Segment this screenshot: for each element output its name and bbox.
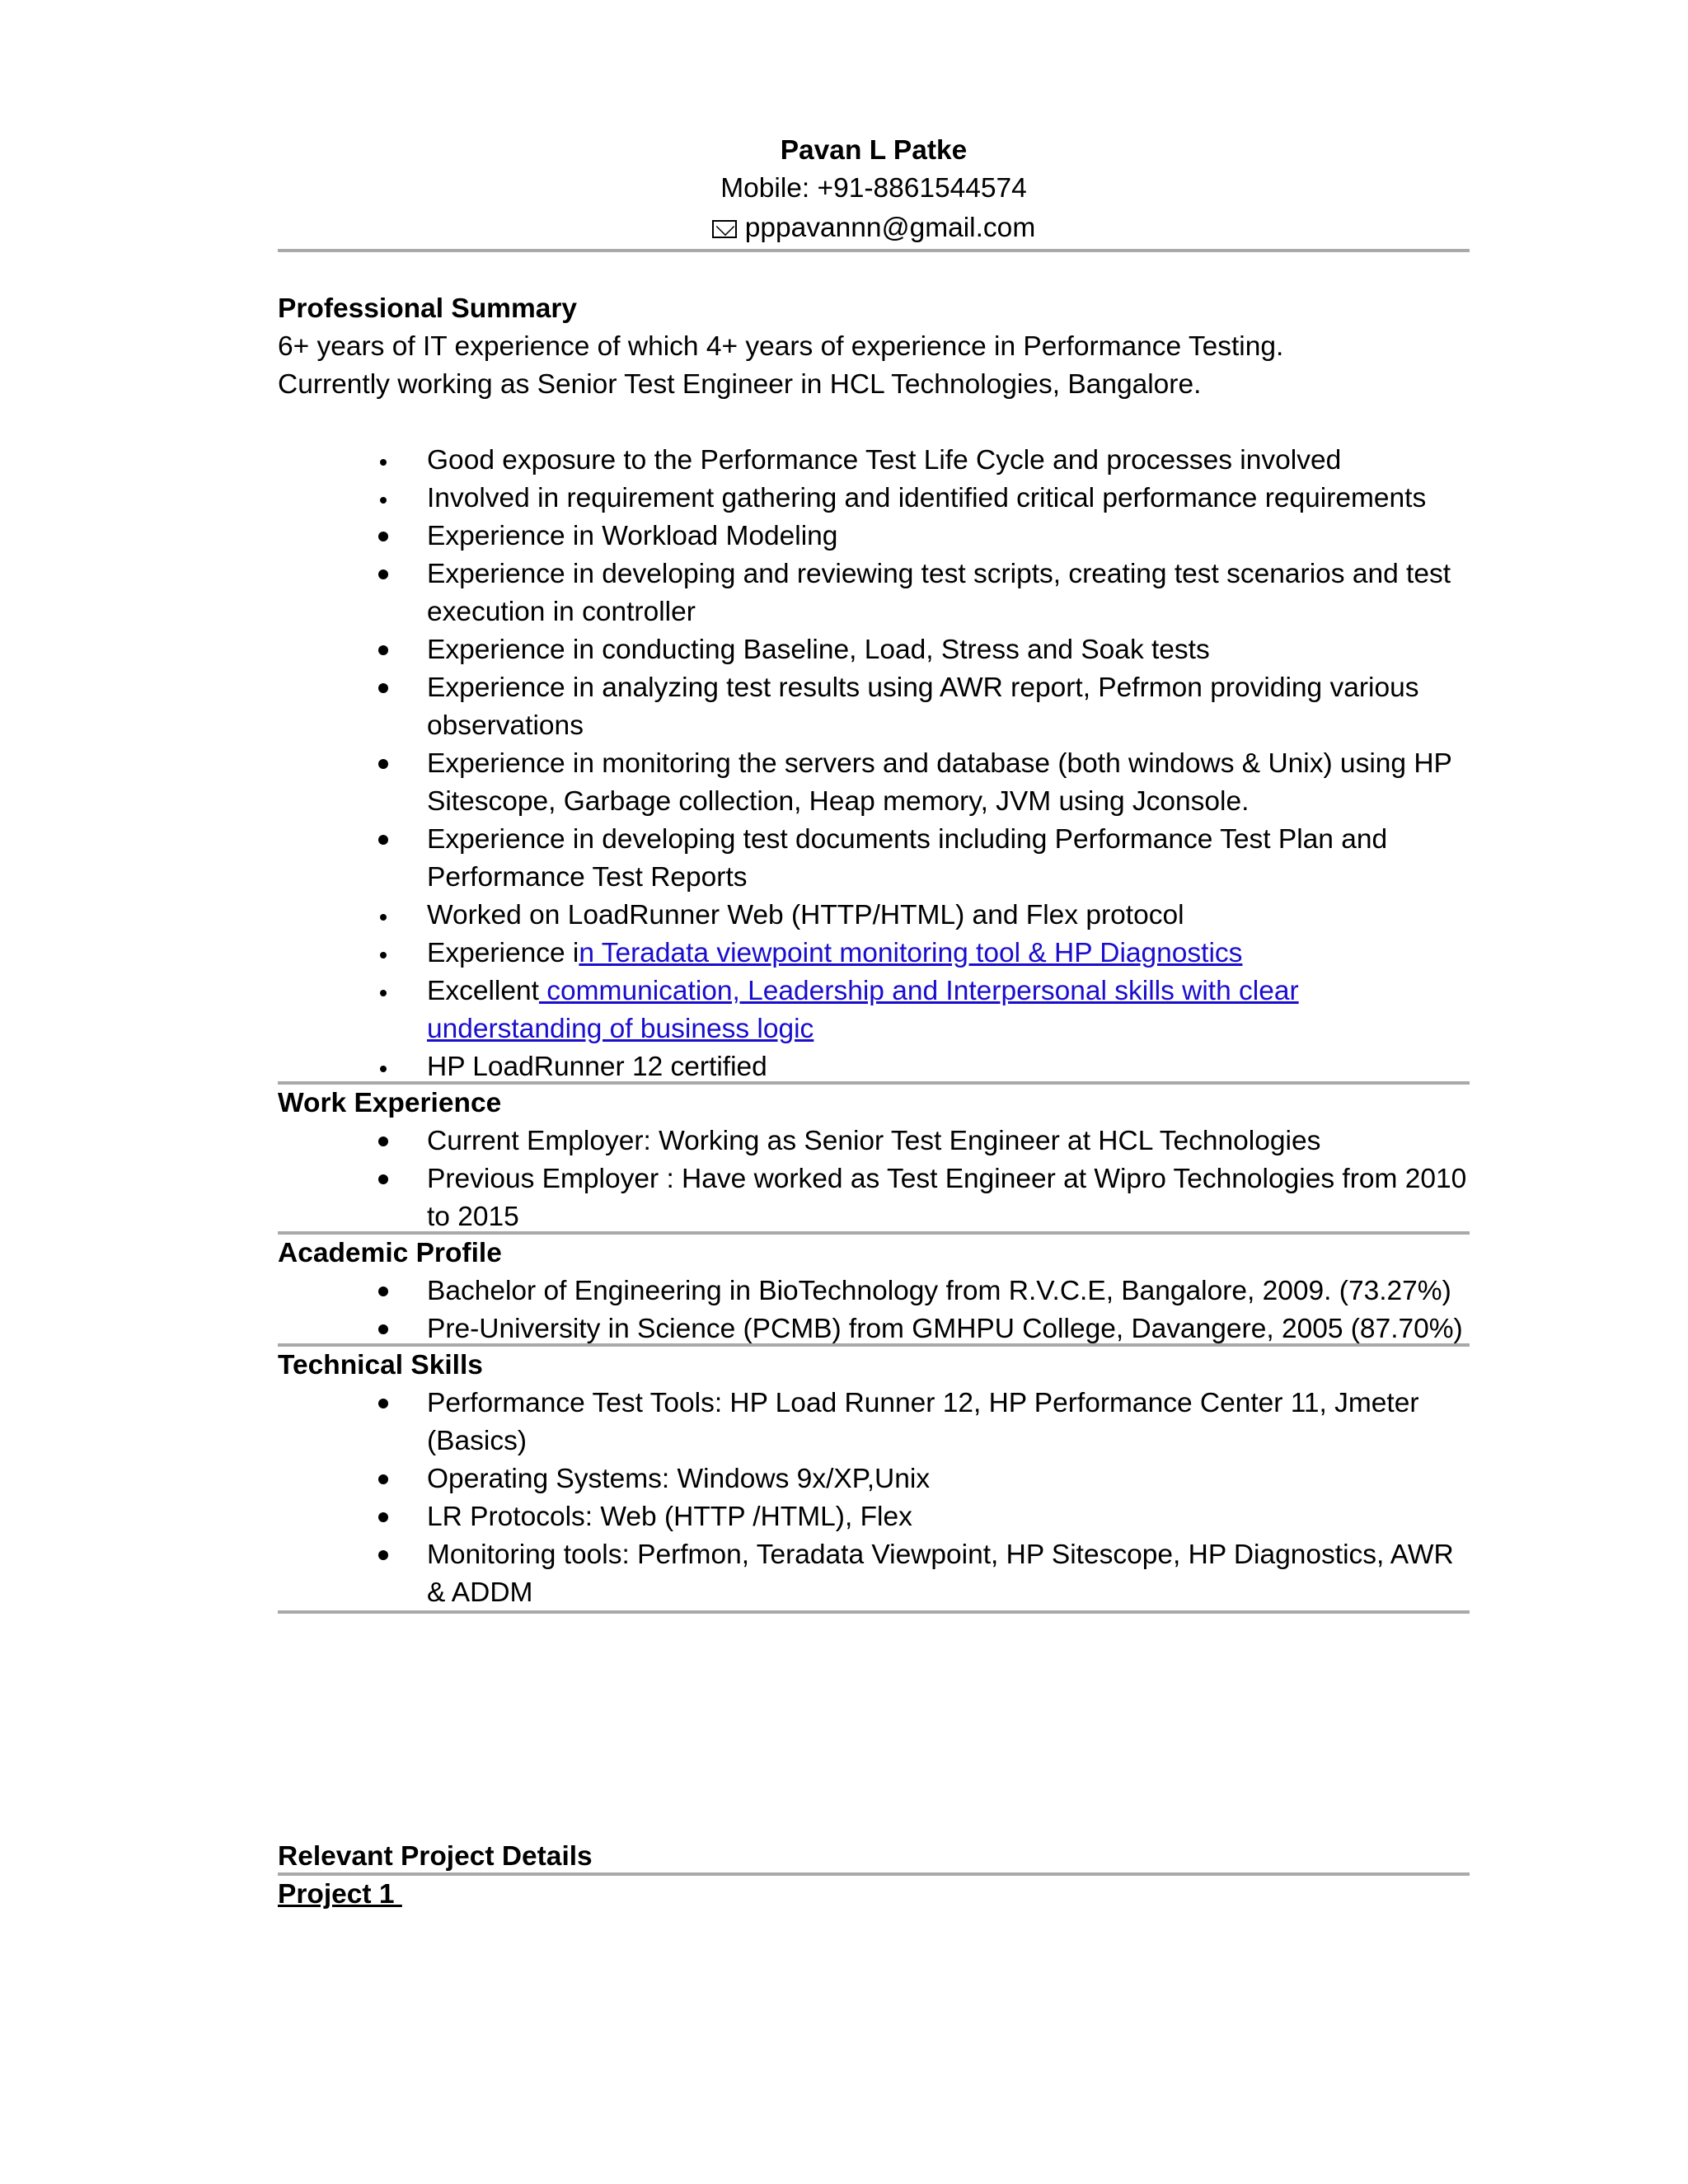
technical-skills-title: Technical Skills [278, 1350, 483, 1380]
academic-profile-title: Academic Profile [278, 1238, 502, 1268]
communication-skills-link[interactable]: communication, Leadership and Interpersonal skills with clear understanding of business logic [427, 976, 1299, 1044]
list-item: Experience in Teradata viewpoint monitoring tool & HP Diagnostics [278, 935, 1470, 972]
bullet-icon [378, 1324, 388, 1334]
bullet-icon [378, 1512, 388, 1522]
list-item: Current Employer: Working as Senior Test Engineer at HCL Technologies [278, 1122, 1470, 1160]
bullet-icon [380, 990, 387, 996]
list-item: Excellent communication, Leadership and Interpersonal skills with clear understanding of business logic [278, 972, 1470, 1048]
bullet-icon [378, 532, 388, 541]
list-item: Performance Test Tools: HP Load Runner 12, HP Performance Center 11, Jmeter (Basics) [278, 1385, 1470, 1460]
list-item: Bachelor of Engineering in BioTechnology from R.V.C.E, Bangalore, 2009. (73.27%) [278, 1272, 1470, 1310]
project-1-heading: Project 1 [278, 1879, 402, 1910]
bullet-icon [378, 1399, 388, 1408]
bullet-icon [378, 835, 388, 845]
list-item: Experience in developing and reviewing test scripts, creating test scenarios and test execution in controller [278, 555, 1470, 631]
bullet-icon [378, 1286, 388, 1296]
resume-header [278, 132, 1470, 247]
bullet-icon [380, 497, 387, 504]
skills-bullet-list [278, 1385, 1470, 1612]
bullet-icon [380, 459, 387, 466]
bullet-icon [378, 1137, 388, 1146]
work-bullet-list [278, 1122, 1470, 1236]
list-item: Worked on LoadRunner Web (HTTP/HTML) and Flex protocol [278, 897, 1470, 935]
envelope-icon [712, 220, 737, 238]
bullet-icon [378, 1474, 388, 1484]
list-item: Involved in requirement gathering and identified critical performance requirements [278, 480, 1470, 518]
summary-title: Professional Summary [278, 293, 578, 324]
list-item: Experience in developing test documents including Performance Test Plan and Performance Test Reports [278, 821, 1470, 897]
list-item: LR Protocols: Web (HTTP /HTML), Flex [278, 1498, 1470, 1536]
list-item: Experience in Workload Modeling [278, 518, 1470, 555]
bullet-icon [378, 645, 388, 655]
list-item: Experience in analyzing test results using AWR report, Pefrmon providing various observations [278, 669, 1470, 745]
list-item: Pre-University in Science (PCMB) from GMHPU College, Davangere, 2005 (87.70%) [278, 1310, 1470, 1348]
bullet-icon [378, 569, 388, 579]
resume-content [278, 132, 1470, 1914]
list-item: Monitoring tools: Perfmon, Teradata Viewpoint, HP Sitescope, HP Diagnostics, AWR & ADDM [278, 1536, 1470, 1612]
bullet-icon [378, 1174, 388, 1184]
teradata-diagnostics-link[interactable]: n Teradata viewpoint monitoring tool & HP Diagnostics [579, 938, 1243, 968]
academic-bullet-list [278, 1272, 1470, 1348]
mobile-number: Mobile: +91-8861544574 [720, 173, 1027, 204]
project-details-title: Relevant Project Details [278, 1841, 593, 1872]
email-address: pppavannn@gmail.com [744, 213, 1036, 243]
list-item: Previous Employer : Have worked as Test Engineer at Wipro Technologies from 2010 to 2015 [278, 1160, 1470, 1236]
bullet-icon [380, 1066, 387, 1072]
bullet-icon [380, 914, 387, 921]
list-item: Operating Systems: Windows 9x/XP,Unix [278, 1460, 1470, 1498]
summary-bullet-list [278, 442, 1470, 1086]
candidate-name: Pavan L Patke [780, 135, 968, 166]
list-item: HP LoadRunner 12 certified [278, 1048, 1470, 1086]
summary-line: Currently working as Senior Test Engineer in HCL Technologies, Bangalore. [278, 369, 1202, 400]
bullet-icon [378, 683, 388, 693]
work-experience-title: Work Experience [278, 1088, 502, 1118]
bullet-icon [378, 759, 388, 769]
bullet-icon [378, 1550, 388, 1560]
list-item: Experience in conducting Baseline, Load, Stress and Soak tests [278, 631, 1470, 669]
email-line [278, 209, 1470, 247]
list-item: Experience in monitoring the servers and database (both windows & Unix) using HP Sitescope, Garbage collection, Heap memory, JVM using Jconsole. [278, 745, 1470, 821]
list-item: Good exposure to the Performance Test Life Cycle and processes involved [278, 442, 1470, 480]
summary-line: 6+ years of IT experience of which 4+ years of experience in Performance Testing. [278, 331, 1284, 362]
bullet-icon [380, 952, 387, 958]
